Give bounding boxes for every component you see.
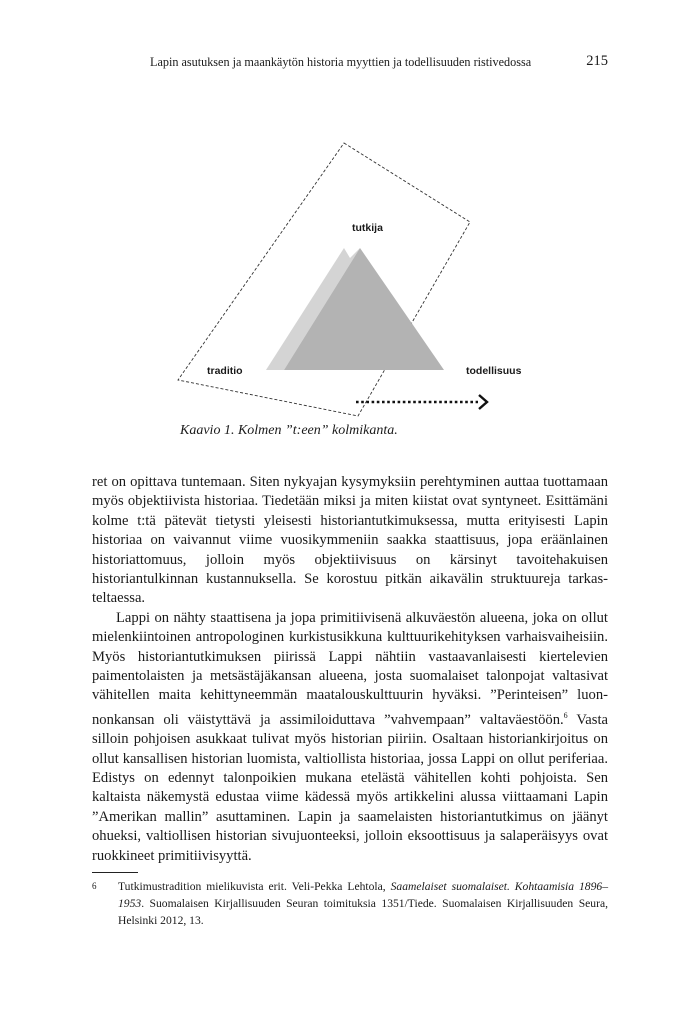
footnote-reference[interactable]: 6 [563,710,568,720]
footnote-text [118,878,608,929]
figure-caption: Kaavio 1. Kolmen ”t:een” kolmikanta. [180,423,398,438]
running-head-title: Lapin asutuksen ja maankäytön historia myyttien ja todellisuuden ristivedossa [150,55,532,69]
paragraph-2 [92,609,608,866]
footnote-book-title: Saamelaiset suomalaiset. Kohtaamisia 1896–1953 [118,880,608,910]
label-todellisuus: todellisuus [466,365,522,377]
label-tutkija: tutkija [352,222,383,234]
page-number: 215 [586,53,608,69]
paragraph-2-continued: Vasta silloin pohjoisen asukkaat tulivat myös historian piiriin. Osaltaan historiankirjoitus on ollut kansallisen historian luomista, valtiollista historiaa, jossa Lappi on ollut periferiaa. Edistys on edennyt talonpoikien mukana etelästä vähitellen kohti pohjoista. Sen kaltaista näkemystä edustaa viime kädessä myös artikkelini alussa viittaamani Lapin ”Amerikan mallin” asuttaminen. Lapin ja saamelaisten historiantutkimus on jäänyt ohueksi, valtiollisen historian sivujuonteeksi, jolloin eksoottisuus ja salaperäisyys ovat ruokkineet primitiivisyyttä. [92,711,608,864]
footnote-divider [92,872,138,873]
arrow-head-icon [479,395,487,409]
footnote-text-start: Tutkimustradition mielikuvista erit. Veli-Pekka Lehtola, [118,880,391,893]
figure-triad-diagram [160,138,520,418]
footnote-number: 6 [92,881,97,891]
label-traditio: traditio [207,365,243,377]
paragraph-2-text: Lappi on nähty staattisena ja jopa primitiivisenä alkuväestön alueena, joka on ollut mielenkiintoinen antropologinen kurkistusikkuna kulttuurikehityksen varhaisvaiheisiin. Myös historiantutkimuksen piirissä Lappi nähtiin vastaavanlaisesti kiertelevien paimentolaisten ja metsästäjäkansan alueena, josta suomalaiset talonpojat valtasivat vähitellen maita kehittyneemmän maatalouskulttuurin hyväksi. ”Perinteisen” luonnonkansan oli väistyttävä ja assimiloiduttava ”vahvempaan” valtaväestöön. [92,609,608,728]
paragraph-1: ret on opittava tuntemaan. Siten nykyajan kysymyksiin perehtyminen auttaa tuottamaan myös objektiivista historiaa. Tiedetään miksi ja miten kiistat ovat syntyneet. Esittämäni kolme t:tä pätevät tietysti yleisesti historiantutkimuksessa, mutta erityisesti Lapin historiaa on vaivannut viime vuosikymmeniin saakka staattisuus, jopa eräänlainen historiattomuus, jolloin myös objektiivisuus on kärsinyt tavoitehakuisen historiantulkinnan kustannuksella. Se korostuu pitkän aikavälin struktuureja tarkasteltaessa. [92,474,608,607]
footnote-text-end: . Suomalaisen Kirjallisuuden Seuran toimituksia 1351/Tiede. Suomalaisen Kirjallisuuden Seura, Helsinki 2012, 13. [118,897,608,927]
body-text [92,473,608,866]
footnote [92,878,608,929]
